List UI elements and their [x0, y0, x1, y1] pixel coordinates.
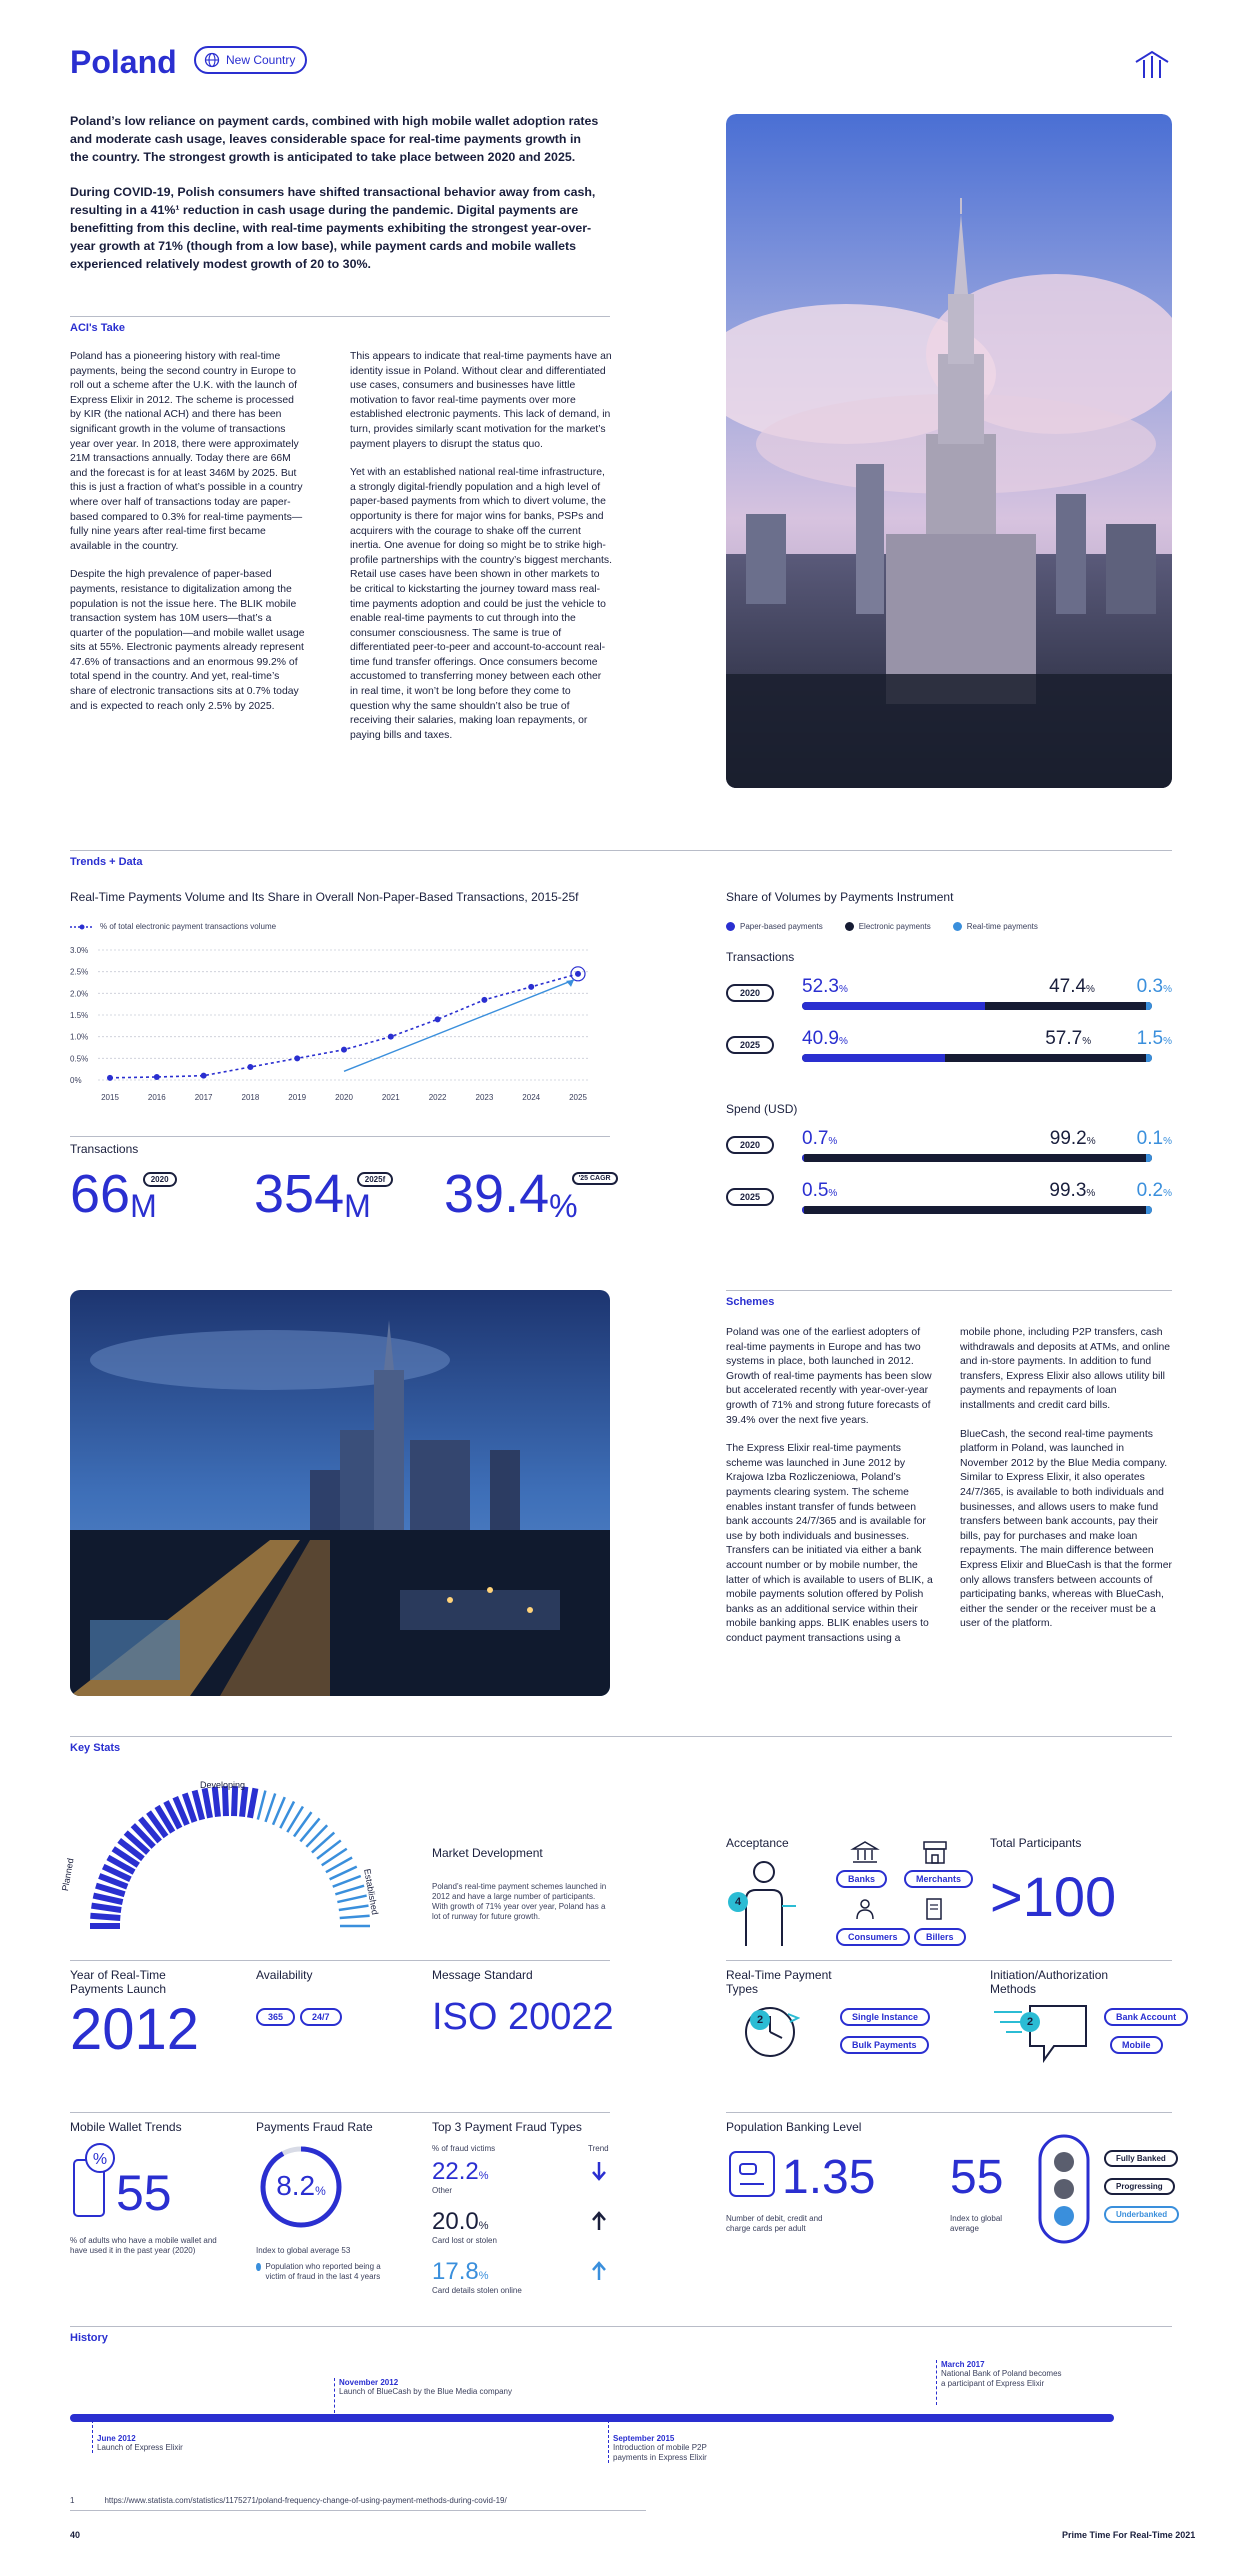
y-tick-label: 0.5%: [70, 1054, 89, 1064]
y-tick-label: 2.5%: [70, 967, 89, 977]
data-point: [481, 997, 487, 1003]
badge-label: New Country: [226, 53, 296, 67]
trend-up-blue-icon: [590, 2260, 608, 2282]
x-tick-label: 2024: [522, 1093, 541, 1102]
globe-icon: [204, 52, 220, 68]
history-event-3: September 2015 Introduction of mobile P2P payments in Express Elixir: [608, 2420, 728, 2463]
x-tick-label: 2015: [101, 1093, 119, 1102]
gauge-tick: [250, 1788, 255, 1818]
share-bar: [802, 1154, 1152, 1162]
data-point: [294, 1055, 300, 1061]
x-tick-label: 2017: [194, 1093, 213, 1102]
top3-item-3: 17.8% Card details stolen online: [432, 2258, 522, 2295]
x-tick-label: 2022: [428, 1093, 447, 1102]
rt-type-single: Single Instance: [840, 2008, 930, 2026]
gauge-tick: [215, 1787, 218, 1817]
y-tick-label: 2.0%: [70, 989, 89, 999]
share-value: 57.7%: [1045, 1028, 1092, 1049]
stat-cagr: 39.4 % '25 CAGR: [444, 1166, 618, 1225]
availability-365: 365: [256, 2008, 295, 2026]
wallet-value: 55: [116, 2165, 172, 2221]
speech-bubble-icon: [990, 2000, 1090, 2064]
message-standard-value: ISO 20022: [432, 1996, 614, 2038]
share-year-pill: 2020: [726, 1136, 774, 1154]
gauge-tick: [90, 1916, 120, 1918]
schemes-col1-p1: Poland was one of the earliest adopters of real-time payments in Europe and has two systems in place, both launched in 2012. Growth of real-time payments has been slow but accelerated recently with year-over-year growth of 71% and strong future forecasts of 39.4% over the next five years.: [726, 1327, 932, 1426]
fraud-rate-value: 8.2%: [276, 2170, 326, 2201]
trend-down-icon: [590, 2160, 608, 2182]
share-bar: [802, 1206, 1152, 1214]
history-event-4: March 2017 National Bank of Poland becomes a participant of Express Elixir: [936, 2360, 1066, 2405]
share-year-pill: 2025: [726, 1036, 774, 1054]
share-group-label: Spend (USD): [726, 1102, 798, 1116]
store-icon: [920, 1840, 950, 1866]
x-tick-label: 2020: [335, 1093, 353, 1102]
history-event-1: June 2012 Launch of Express Elixir: [92, 2420, 183, 2453]
schemes-label: Schemes: [726, 1296, 775, 1308]
y-tick-label: 0%: [70, 1076, 82, 1085]
share-bar-electronic: [804, 1154, 1151, 1162]
transactions-label: Transactions: [70, 1142, 139, 1156]
share-bar: [802, 1002, 1152, 1010]
gauge-tick: [258, 1791, 266, 1820]
data-point: [201, 1073, 207, 1079]
participants-value: >100: [990, 1865, 1117, 1928]
share-bar-electronic: [985, 1002, 1151, 1010]
stat-volume-2020: 66 M 2020: [70, 1166, 177, 1225]
palace-of-culture-photo: [726, 114, 1172, 788]
share-value: 1.5%: [1136, 1028, 1172, 1049]
rt-type-bulk: Bulk Payments: [840, 2036, 929, 2054]
intro-paragraph-2: During COVID-19, Polish consumers have shifted transactional behavior away from cash, resulting in a 41%¹ reduction in cash usage during the pandemic. Digital payments are benefitting from this decline, with real-time payments exhibiting the strongest year-over-year growth at 71% (though from a low base), while payment cards and mobile wallets experienced relatively modest growth of 20 to 30%.: [70, 184, 596, 272]
fraud-rate-title: Payments Fraud Rate: [256, 2120, 373, 2134]
data-point: [575, 971, 581, 977]
gauge-label-planned: Planned: [60, 1857, 76, 1892]
banking-cards-note: Number of debit, credit and charge cards per adult: [726, 2214, 823, 2233]
schemes-col1-p2: The Express Elixir real-time payments scheme was launched in June 2012 by Krajowa Izba Rozliczeniowa, Poland’s payments clearing system. The scheme enables instant transfer of funds between bank accounts 24/7/365 and is available for use by both individuals and businesses. Transfers can be initiated via either a bank account number or by mobile number, the latter of which is available to users of BLIK, a mobile payments solution offered by Polish banks as an additional service within their mobile banking apps. BLIK enables users to conduct payment transactions using a: [726, 1443, 933, 1644]
gauge-tick: [225, 1786, 226, 1816]
launch-value: 2012: [70, 1997, 200, 2062]
share-year-pill: 2020: [726, 984, 774, 1002]
trends-label: Trends + Data: [70, 856, 143, 868]
gauge-tick: [333, 1876, 361, 1887]
key-stats-label: Key Stats: [70, 1742, 121, 1754]
acceptance-consumers: Consumers: [836, 1928, 910, 1946]
gauge-tick: [339, 1906, 369, 1910]
trend-up-black-icon: [590, 2210, 608, 2232]
series-line: [110, 974, 578, 1078]
share-volumes: [726, 950, 1172, 1230]
bank-icon: [850, 1840, 880, 1866]
aci-take-col2-p1: This appears to indicate that real-time payments have an identity issue in Poland. Without clear and differentiated use cases, consumers and businesses have little motivation to favor real-time payments over more established electronic payments. This lack of demand, in turn, provides similarly scant motivation for the market’s payment players to disrupt the status quo.: [350, 351, 612, 450]
x-tick-label: 2018: [241, 1093, 260, 1102]
line-chart-title: Real-Time Payments Volume and Its Share in Overall Non-Paper-Based Transactions, 2015-25f: [70, 890, 579, 904]
y-tick-label: 1.0%: [70, 1032, 89, 1042]
traffic-light-icon: [1036, 2134, 1092, 2244]
clock-icon: [740, 2000, 800, 2060]
gauge-tick: [337, 1896, 366, 1903]
share-value: 0.1%: [1136, 1128, 1172, 1149]
timeline-bar: [70, 2414, 1114, 2422]
page-number: 40: [70, 2530, 81, 2540]
page-title: Poland: [70, 44, 177, 80]
share-bar-realtime: [1146, 1154, 1152, 1162]
x-tick-label: 2019: [288, 1093, 307, 1102]
aci-take-col2-p2: Yet with an established national real-time infrastructure, a strongly digital-friendly population and a high level of paper-based payments from which to divert volume, the opportunity is there for major wins for banks, PSPs and acquirers with the courage to shake off the current inertia. One avenue for doing so might be to strike high-profile partnerships with the country’s biggest merchants. Retail use cases have been shown in other markets to be critical to kickstarting the journey toward mass real-time payments adoption and could be just the vehicle to enable real-time payments to cut through into the consumer consciousness. The same is true of differentiated peer-to-peer and account-to-account real-time fund transfer offerings. Once consumers become accustomed to transferring money between each other in real time, it won’t be long before they come to question why the same shouldn’t also be true of receiving their salaries, making loan repayments, or paying bills and taxes.: [350, 467, 613, 741]
gauge-tick: [266, 1793, 276, 1821]
init-methods-count: 2: [1020, 2012, 1040, 2032]
intro-paragraph-1: Poland’s low reliance on payment cards, combined with high mobile wallet adoption rates and moderate cash usage, leaves considerable space for real-time payments growth in the country. The strongest growth is anticipated to take place between 2020 and 2025.: [70, 114, 599, 165]
aci-take-col1-p1: Poland has a pioneering history with real-time payments, being the second country in Europe to roll out a scheme after the U.K. with the launch of Express Elixir in 2012. The scheme is processed by KIR (the national ACH) and there has been significant growth in the volume of transactions year over year. In 2018, there were approximately 21M transactions annually. Today there are 66M and the forecast is for at least 346M by 2025. But this is just a fraction of what’s possible in a country where over half of transactions today are paper-based compared to 0.3% for real-time payments—fully nine years after real-time first became available in the country.: [70, 351, 303, 552]
x-tick-label: 2023: [475, 1093, 494, 1102]
footnote-link[interactable]: https://www.statista.com/statistics/1175271/poland-frequency-change-of-using-payment-methods-during-covid-19/: [104, 2496, 507, 2505]
banking-progressing: Progressing: [1104, 2178, 1175, 2195]
acceptance-count: 4: [728, 1892, 748, 1912]
share-value: 99.2%: [1049, 1128, 1096, 1149]
trend-arrow-head: [566, 980, 574, 987]
data-point: [435, 1016, 441, 1022]
data-point: [154, 1074, 160, 1080]
line-chart-legend: % of total electronic payment transactions volume: [70, 922, 276, 931]
acceptance-merchants: Merchants: [904, 1870, 973, 1888]
schemes-col2-p2: BlueCash, the second real-time payments platform in Poland, was launched in November 2012 by the Blue Media company. Similar to Express Elixir, it also operates 24/7/365, is available to both individuals and businesses, and allows users to make fund transfers between bank accounts, pay their bills, pay for purchases and make loan repayments. The main difference between Express Elixir and BlueCash is that the former only allows transfers between accounts of participating banks, whereas with BlueCash, either the sender or the receiver must be a user of the platform.: [960, 1428, 1172, 1630]
stat-volume-2025: 354 M 2025f: [254, 1166, 393, 1225]
share-bar: [802, 1054, 1152, 1062]
share-bar-paper: [802, 1054, 945, 1062]
footnote: 1 https://www.statista.com/statistics/1175271/poland-frequency-change-of-using-payment-methods-during-covid-19/: [70, 2496, 507, 2505]
share-value: 0.7%: [802, 1128, 838, 1149]
market-development-gauge: [80, 1780, 380, 1930]
message-standard-title: Message Standard: [432, 1968, 533, 1982]
banking-underbanked: Underbanked: [1104, 2206, 1179, 2223]
acceptance-banks: Banks: [836, 1870, 887, 1888]
warsaw-night-photo: [70, 1290, 610, 1696]
gauge-tick: [234, 1786, 235, 1816]
fraud-index: Index to global average 53: [256, 2246, 351, 2255]
market-dev-text: Poland’s real-time payment schemes launched in 2012 and have a large number of participants. With growth of 71% year over year, Poland has a lot of runway for future growth.: [432, 1882, 607, 1921]
share-bar-electronic: [804, 1206, 1152, 1214]
top3-col2: Trend: [588, 2144, 609, 2153]
gauge-label-established: Established: [362, 1868, 381, 1916]
wallet-title: Mobile Wallet Trends: [70, 2120, 182, 2134]
data-point: [388, 1034, 394, 1040]
share-value: 0.2%: [1136, 1180, 1172, 1201]
gauge-tick: [306, 1825, 327, 1847]
share-bar-electronic: [945, 1054, 1147, 1062]
init-bank-account: Bank Account: [1104, 2008, 1188, 2026]
share-value: 47.4%: [1049, 976, 1095, 997]
schemes-col2-p1: mobile phone, including P2P transfers, cash withdrawals and deposits at ATMs, and online and in-store payments. In addition to fund transfers, Express Elixir also allows utility bill payments and repayments of loan installments and credit card bills.: [960, 1327, 1171, 1411]
x-tick-label: 2021: [381, 1093, 400, 1102]
bill-icon: [924, 1898, 944, 1920]
y-tick-label: 1.5%: [70, 1011, 89, 1020]
acceptance-billers: Billers: [914, 1928, 966, 1946]
rt-types-title: Real-Time Payment Types: [726, 1968, 832, 1996]
data-point: [107, 1075, 113, 1081]
share-group-label: Transactions: [726, 950, 795, 964]
share-value: 99.3%: [1049, 1180, 1096, 1201]
top3-title: Top 3 Payment Fraud Types: [432, 2120, 582, 2134]
svg-text:%: %: [92, 2151, 108, 2168]
rt-types-count: 2: [750, 2010, 770, 2030]
mobile-wallet-icon: [70, 2140, 120, 2220]
data-point: [341, 1047, 347, 1053]
gauge-tick: [195, 1791, 203, 1820]
share-year-pill: 2025: [726, 1188, 774, 1206]
gauge-tick: [340, 1916, 370, 1918]
y-tick-label: 3.0%: [70, 946, 89, 955]
share-bar-paper: [802, 1002, 985, 1010]
publication-name: Prime Time For Real-Time 2021: [1062, 2530, 1196, 2540]
availability-title: Availability: [256, 1968, 313, 1982]
fraud-note: Population who reported being a victim of fraud in the last 4 years: [256, 2262, 396, 2282]
banking-title: Population Banking Level: [726, 2120, 862, 2134]
gauge-tick: [335, 1886, 364, 1895]
launch-title: Year of Real-Time Payments Launch: [70, 1968, 167, 1996]
data-point: [528, 984, 534, 990]
market-dev-title: Market Development: [432, 1846, 543, 1860]
top3-item-2: 20.0% Card lost or stolen: [432, 2208, 497, 2245]
history-label: History: [70, 2332, 108, 2344]
share-bar-realtime: [1146, 1054, 1152, 1062]
share-value: 52.3%: [802, 976, 848, 997]
share-value: 0.5%: [802, 1180, 838, 1201]
participants-title: Total Participants: [990, 1836, 1082, 1850]
share-value: 0.3%: [1136, 976, 1172, 997]
gauge-tick: [242, 1787, 245, 1817]
aci-take-col1-p2: Despite the high prevalence of paper-based payments, resistance to digitalization among the population is not the issue here. The BLIK mobile transaction system has 10M users—that’s a quarter of the population—and mobile wallet usage sits at 55%. Electronic payments already represent 47.6% of transactions and an enormous 99.2% of total spend in the country. And yet, real-time’s share of electronic transactions sits at 0.7% today and is expected to reach only 2.5% by 2025.: [70, 569, 305, 712]
banking-index-value: 55: [950, 2151, 1004, 2204]
share-legend: Paper-based payments Electronic payments Real-time payments: [726, 922, 1038, 931]
wallet-note: % of adults who have a mobile wallet and have used it in the past year (2020): [70, 2236, 217, 2255]
gauge-tick: [205, 1788, 210, 1818]
new-country-badge: [194, 46, 307, 74]
share-chart-title: Share of Volumes by Payments Instrument: [726, 890, 954, 904]
line-chart: [70, 940, 610, 1110]
init-methods-title: Initiation/Authorization Methods: [990, 1968, 1109, 1996]
init-mobile: Mobile: [1110, 2036, 1163, 2054]
banking-index-note: Index to global average: [950, 2214, 1003, 2233]
availability-24-7: 24/7: [300, 2008, 342, 2026]
banking-cards-value: 1.35: [782, 2151, 876, 2204]
acceptance-title: Acceptance: [726, 1836, 789, 1850]
x-tick-label: 2016: [147, 1093, 166, 1102]
home-icon[interactable]: [1132, 48, 1172, 80]
consumer-icon: [854, 1898, 876, 1920]
share-value: 40.9%: [802, 1028, 848, 1049]
data-point: [247, 1064, 253, 1070]
gauge-label-developing: Developing: [200, 1780, 246, 1790]
share-bar-realtime: [1146, 1002, 1152, 1010]
banking-fully-banked: Fully Banked: [1104, 2150, 1178, 2167]
x-tick-label: 2025: [569, 1093, 587, 1102]
aci-take-label: ACI's Take: [70, 322, 125, 334]
share-bar-realtime: [1146, 1206, 1152, 1214]
gauge-tick: [93, 1896, 122, 1903]
top3-col1: % of fraud victims: [432, 2144, 496, 2153]
gauge-tick: [91, 1906, 121, 1910]
history-event-2: November 2012 Launch of BlueCash by the Blue Media company: [334, 2378, 512, 2413]
top3-item-1: 22.2% Other: [432, 2158, 489, 2195]
